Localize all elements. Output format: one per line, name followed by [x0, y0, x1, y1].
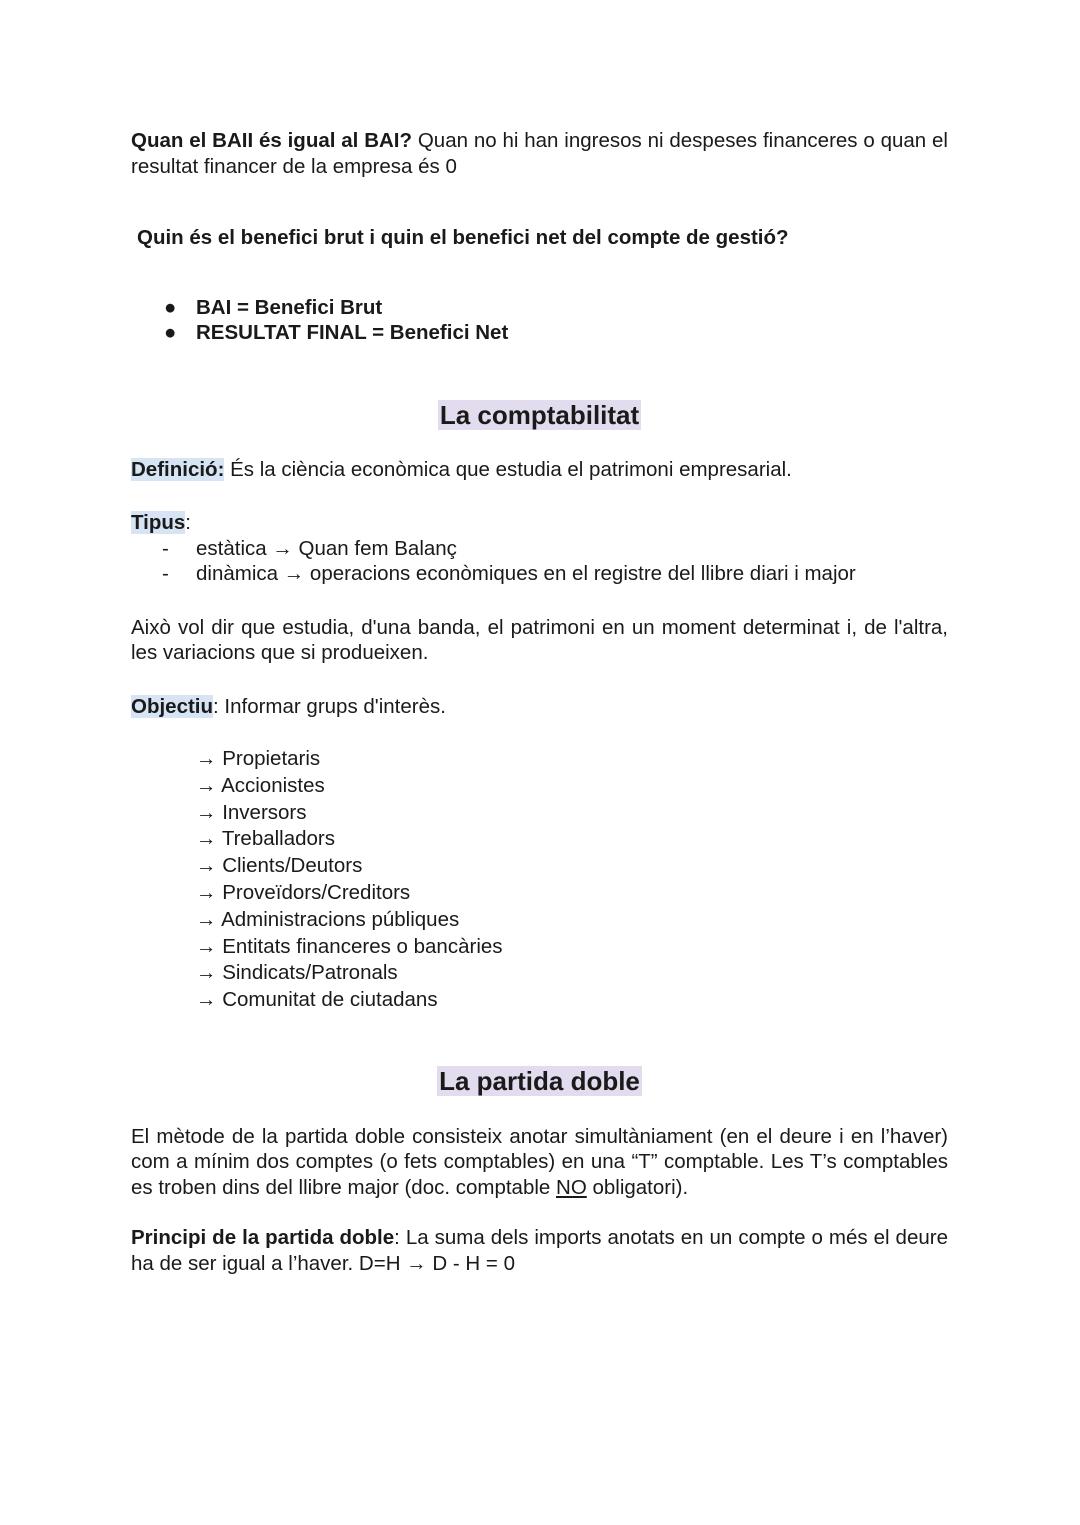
partida-paragraph: El mètode de la partida doble consisteix anotar simultàniament (en el deure i en l’haver) com a mínim dos comptes (o fets comptables) en una “T” comptable. Les T’s comptables es troben dins del llibre major (doc. comptable NO obligatori).	[131, 1124, 948, 1199]
list-item: - dinàmica → operacions econòmiques en el registre del llibre diari i major	[162, 562, 856, 585]
definicio-label: Definició:	[131, 457, 225, 481]
stakeholder-list	[131, 746, 948, 1014]
principi-paragraph	[131, 1225, 948, 1276]
tipus-list	[131, 536, 948, 587]
list-item: → Clients/Deutors	[196, 854, 363, 878]
q1-answer: Quan no hi han ingresos ni despeses financeres o quan el resultat financer de la empresa és 0	[131, 129, 948, 178]
q2-question: Quin és el benefici brut i quin el benefici net del compte de gestió?	[137, 226, 789, 249]
explanation-paragraph: Això vol dir que estudia, d'una banda, el patrimoni en un moment determinat i, de l'altra, les variacions que si produeixen.	[131, 615, 948, 664]
objectiu-text: : Informar grups d'interès.	[213, 694, 446, 718]
objectiu-paragraph	[131, 694, 948, 720]
list-item: → Accionistes	[196, 773, 325, 797]
tipus-heading: Tipus:	[131, 511, 191, 534]
section-title-partida-doble: La partida doble	[439, 1065, 640, 1096]
list-item: - estàtica → Quan fem Balanç	[162, 536, 457, 560]
list-item: → Treballadors	[196, 827, 336, 851]
list-item: → Sindicats/Patronals	[196, 961, 398, 985]
underlined-no: NO	[556, 1175, 587, 1199]
list-item: ● RESULTAT FINAL = Benefici Net	[164, 321, 509, 344]
principi-text: : La suma dels imports anotats en un compte o més el deure ha de ser igual a l’haver. D=H → D - H = 0	[131, 1226, 948, 1275]
document-page	[131, 128, 948, 1276]
dash-icon: -	[162, 536, 169, 560]
bullet-icon: ●	[164, 295, 177, 319]
dash-icon: -	[162, 562, 169, 585]
list-item: → Propietaris	[196, 747, 321, 770]
list-item: → Inversors	[196, 800, 307, 824]
q1-question: Quan el BAII és igual al BAI?	[131, 129, 413, 152]
section-title-comptabilitat: La comptabilitat	[439, 399, 640, 430]
list-item: → Entitats financeres o bancàries	[196, 934, 503, 958]
q1-paragraph	[131, 128, 948, 179]
benefit-list	[131, 295, 948, 346]
definicio-text: És la ciència econòmica que estudia el patrimoni empresarial.	[224, 457, 792, 481]
objectiu-label: Objectiu	[131, 694, 214, 718]
definicio-paragraph	[131, 457, 948, 483]
bullet-icon: ●	[164, 321, 177, 344]
list-item: → Comunitat de ciutadans	[196, 988, 438, 1012]
list-item: → Proveïdors/Creditors	[196, 880, 411, 904]
list-item: → Administracions públiques	[196, 907, 460, 931]
list-item: ● BAI = Benefici Brut	[164, 295, 383, 319]
principi-label: Principi de la partida doble	[131, 1226, 395, 1250]
tipus-label: Tipus	[131, 511, 186, 534]
